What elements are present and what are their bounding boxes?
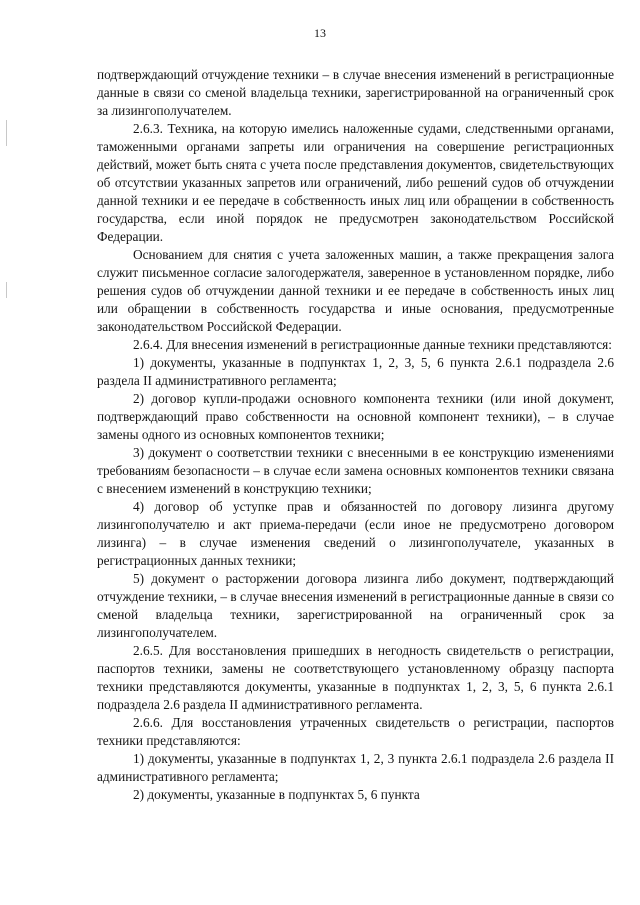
list-item: 2) договор купли-продажи основного компонента техники (или иной документ, подтверждающий право собственности на основной компонент техники), – в случае замены одного из основных компонентов техники;: [97, 391, 614, 442]
document-body: [97, 66, 614, 804]
list-item: 5) документ о расторжении договора лизинга либо документ, подтверждающий отчуждение техники, – в случае внесения изменений в регистрационные данные в связи со сменой владельца техники, зарегистрированной на ограниченный срок за лизингополучателем.: [97, 571, 614, 640]
paragraph-2-6-6: 2.6.6. Для восстановления утраченных свидетельств о регистрации, паспортов техники представляются:: [97, 715, 614, 748]
list-item: 2) документы, указанные в подпунктах 5, 6 пункта: [133, 787, 420, 802]
list-item: 3) документ о соответствии техники с внесенными в ее конструкцию изменениями требованиям безопасности – в случае если замена основных компонентов техники связана с внесением изменений в конструкцию техники;: [97, 445, 614, 496]
paragraph: Основанием для снятия с учета заложенных машин, а также прекращения залога служит письменное согласие залогодержателя, заверенное в установленном порядке, либо решения судов об отчуждении данной техники и ее передаче в собственность иных лиц или обращении в собственность государства и иные основания, предусмотренные законодательством Российской Федерации.: [97, 247, 614, 334]
list-item: 4) договор об уступке прав и обязанностей по договору лизинга другому лизингополучателю и акт приема-передачи (если иное не предусмотрено договором лизинга) – в случае изменения сведений о лизингополучателе, указанных в регистрационных данных техники;: [97, 499, 614, 568]
list-item: 1) документы, указанные в подпунктах 1, 2, 3 пункта 2.6.1 подраздела 2.6 раздела II административного регламента;: [97, 751, 614, 784]
page-number: 13: [314, 26, 326, 40]
paragraph-2-6-3: 2.6.3. Техника, на которую имелись наложенные судами, следственными органами, таможенными органами запреты или ограничения на совершение регистрационных действий, может быть снята с учета после представления документов, свидетельствующих об отсутствии указанных запретов или ограничений, либо решений судов об отчуждении данной техники и ее передаче в собственность иных лиц или обращении в собственность государства, если иной порядок не предусмотрен законодательством Российской Федерации.: [97, 121, 614, 244]
paragraph: подтверждающий отчуждение техники – в случае внесения изменений в регистрационные данные в связи со сменой владельца техники, зарегистрированной на ограниченный срок за лизингополучателем.: [97, 67, 614, 118]
list-item: 1) документы, указанные в подпунктах 1, 2, 3, 5, 6 пункта 2.6.1 подраздела 2.6 раздела II административного регламента;: [97, 355, 614, 388]
scan-edge-mark: [6, 120, 7, 146]
scan-edge-mark: [6, 282, 7, 298]
paragraph-2-6-5: 2.6.5. Для восстановления пришедших в негодность свидетельств о регистрации, паспортов техники, замены не соответствующего установленному образцу паспорта техники представляются документы, указанные в подпунктах 1, 2, 3, 5, 6 пункта 2.6.1 подраздела 2.6 раздела II административного регламента.: [97, 643, 614, 712]
paragraph-2-6-4: 2.6.4. Для внесения изменений в регистрационные данные техники представляются:: [133, 337, 612, 352]
